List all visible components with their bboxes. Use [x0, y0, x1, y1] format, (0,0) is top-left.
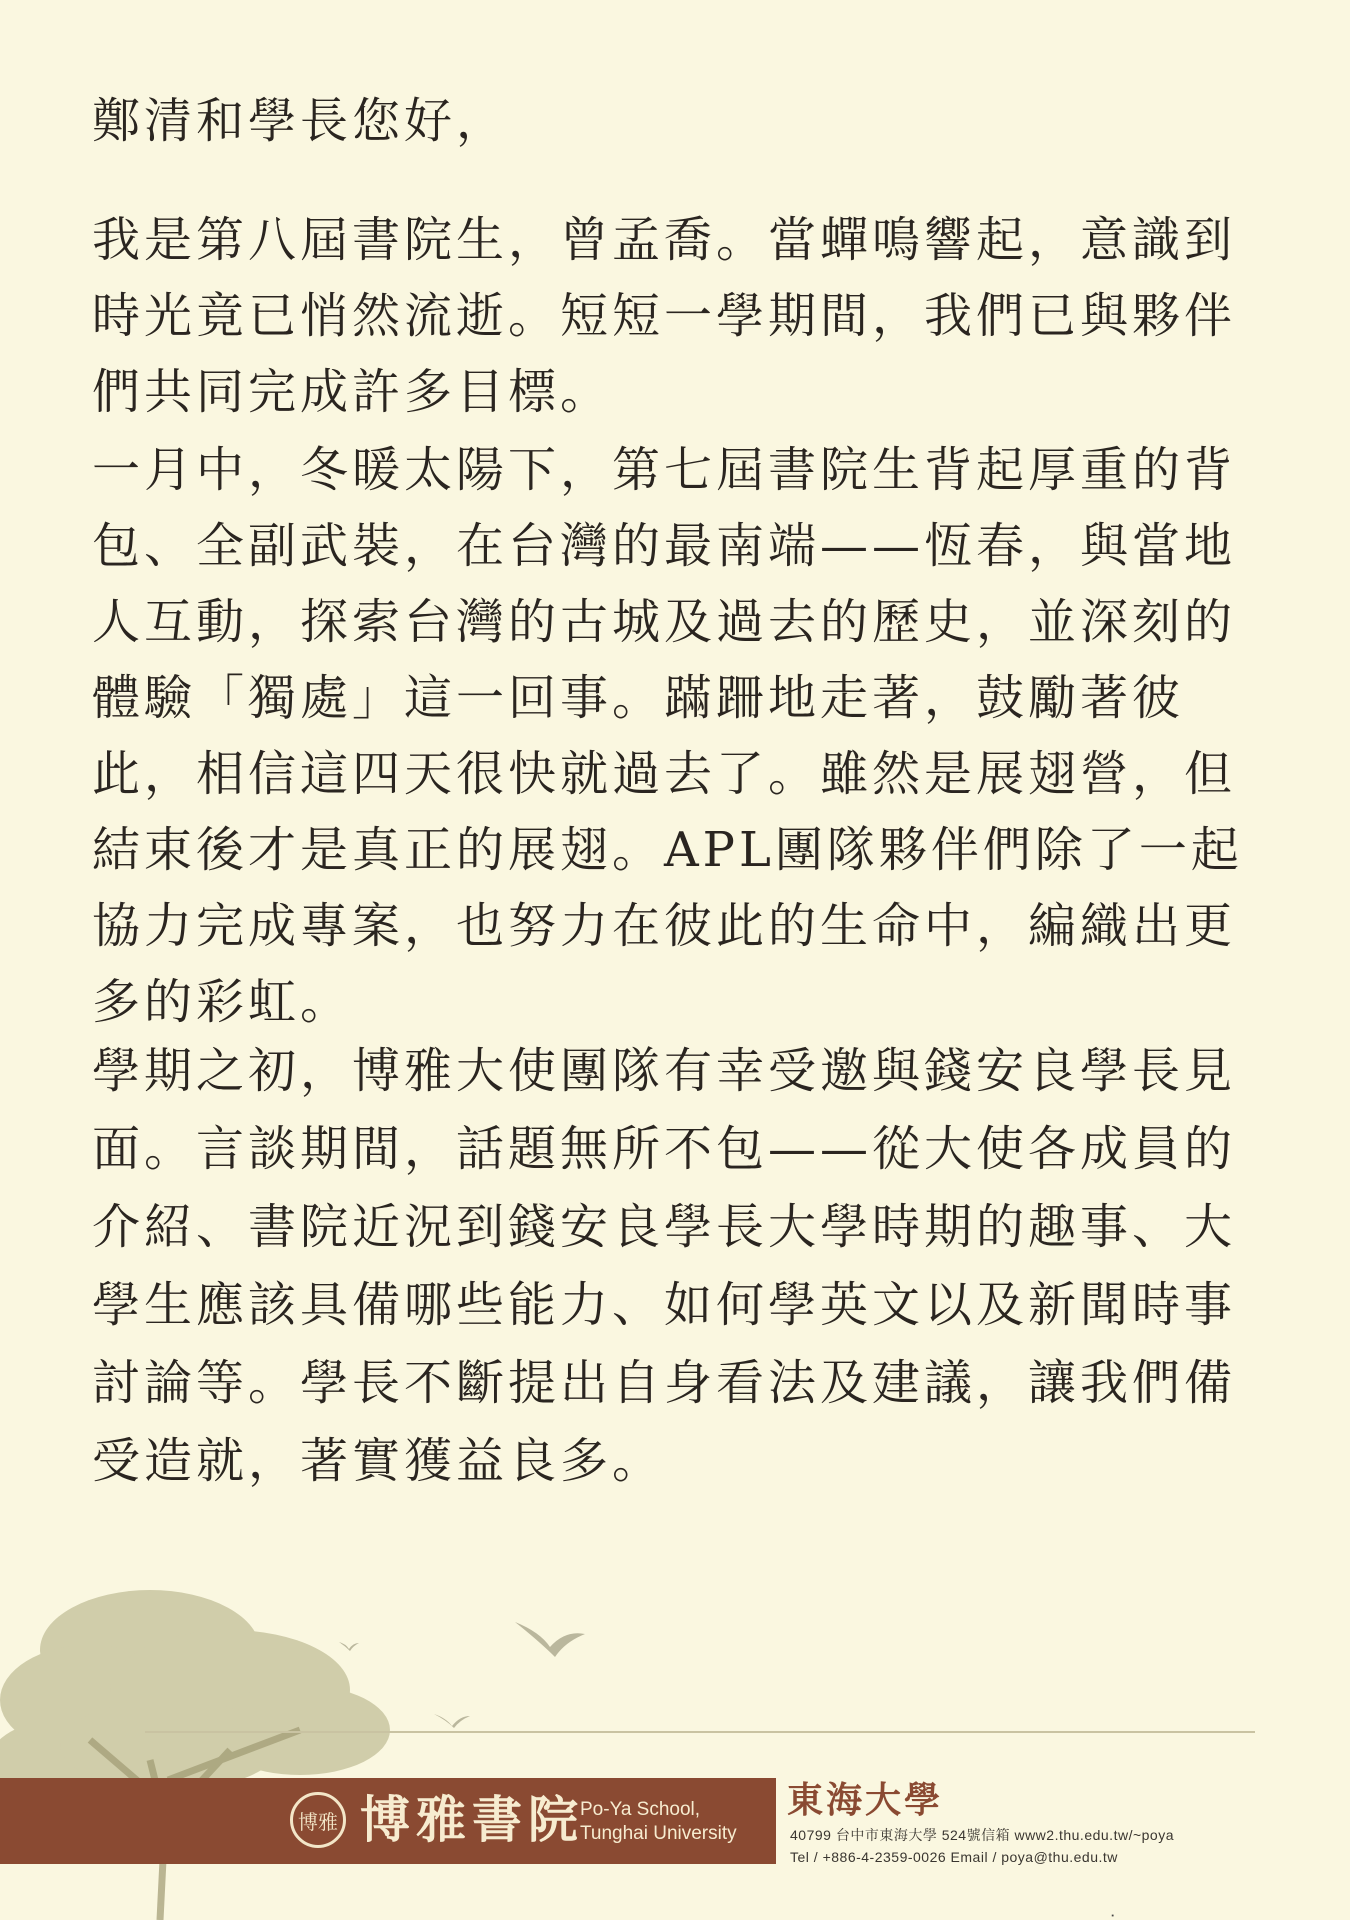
footer-divider	[145, 1731, 1255, 1733]
school-name-zh: 博雅書院	[360, 1790, 584, 1849]
school-name-en	[580, 1798, 737, 1846]
letter-body	[92, 82, 1272, 1489]
letter-paragraph-3: 學期之初，博雅大使團隊有幸受邀與錢安良學長見面。言談期間，話題無所不包——從大使各成員的介紹、書院近況到錢安良學長大學時期的趣事、大學生應該具備哪些能力、如何學英文以及新聞時事討論等。學長不斷提出自身看法及建議，讓我們備受造就，著實獲益良多。	[92, 1043, 1237, 1489]
letter-paragraph-2: 一月中，冬暖太陽下，第七屆書院生背起厚重的背包、全副武裝，在台灣的最南端——恆春，與當地人互動，探索台灣的古城及過去的歷史，並深刻的體驗「獨處」這一回事。蹣跚地走著，鼓勵著彼此，相信這四天很快就過去了。雖然是展翅營，但結束後才是真正的展翅。APL團隊夥伴們除了一起協力完成專案，也努力在彼此的生命中，編織出更多的彩虹。	[92, 442, 1243, 1030]
tree-watermark-icon	[0, 1580, 420, 1920]
bird-icon	[338, 1638, 360, 1652]
university-logo-text: 東海大學	[787, 1779, 944, 1821]
school-name-en-line1: Po-Ya School,	[580, 1799, 701, 1820]
letter-greeting: 鄭清和學長您好，	[92, 93, 509, 149]
bird-icon	[432, 1708, 472, 1730]
phone-email-line: Tel / +886-4-2359-0026 Email / poya@thu.edu.tw	[790, 1849, 1118, 1865]
address-line: 40799 台中市東海大學 524號信箱 www2.thu.edu.tw/~poya	[790, 1827, 1174, 1843]
bird-icon	[510, 1612, 590, 1662]
corner-mark: ᐧ	[1110, 1906, 1115, 1920]
school-name-en-line2: Tunghai University	[580, 1823, 737, 1844]
letter-paragraph-1: 我是第八屆書院生，曾孟喬。當蟬鳴響起，意識到時光竟已悄然流逝。短短一學期間，我們已與夥伴們共同完成許多目標。	[92, 212, 1237, 420]
contact-info	[790, 1824, 1174, 1868]
seal-icon: 博雅	[290, 1792, 346, 1848]
